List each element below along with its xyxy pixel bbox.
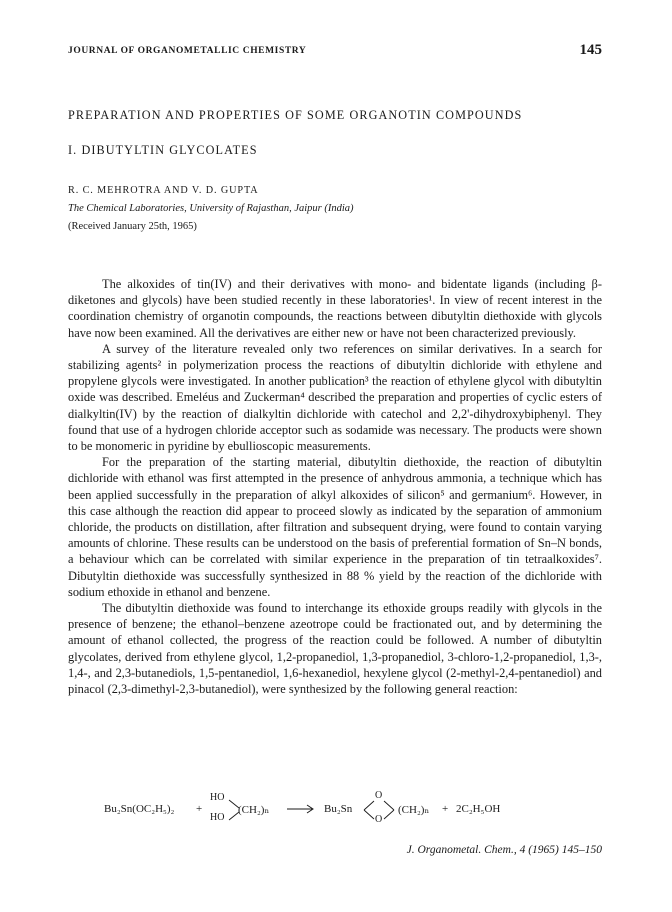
hydroxyl-bottom: HO — [210, 812, 225, 823]
page-number: 145 — [579, 42, 602, 58]
article-body — [68, 276, 602, 697]
glycol-chain-left: (CH₂)ₙ — [238, 804, 270, 816]
running-header — [68, 42, 602, 66]
plus-sign: + — [196, 803, 203, 815]
hydroxyl-top: HO — [210, 792, 225, 803]
product-ethanol: 2C₂H₅OH — [456, 803, 501, 815]
affiliation: The Chemical Laboratories, University of Rajasthan, Jaipur (India) — [68, 203, 354, 214]
ring-oxygen-top: O — [375, 790, 383, 801]
glycol-bond-lines — [228, 794, 242, 826]
glycol-chain-right: (CH₂)ₙ — [398, 804, 430, 816]
paragraph-4: The dibutyltin diethoxide was found to interchange its ethoxide groups readily with glycols in the presence of benzene; the ethanol–benzene azeotrope could be fractionated out, and by determining the amount of ethanol collected, the progress of the reaction could be followed. A number of dibutyltin glycolates, derived from ethylene glycol, 1,2-propanediol, 1,3-propanediol, 3-chloro-1,2-propanediol, 1,3-, 1,4-, and 2,3-butanediols, 1,5-pentanediol, 1,6-hexanediol, hexylene glycol (2-methyl-2,4-pentanediol) and pinacol (2,3-dimethyl-2,3-butanediol), were synthesized by the following general reaction: — [68, 601, 602, 697]
product-bu2sn: Bu₂Sn — [324, 803, 353, 815]
article-subtitle: I. DIBUTYLTIN GLYCOLATES — [68, 143, 258, 157]
plus-sign-2: + — [442, 803, 449, 815]
reactant-dibutyltin-diethoxide: Bu₂Sn(OC₂H₅)₂ — [104, 803, 175, 815]
reaction-arrow — [286, 803, 316, 815]
paragraph-1: The alkoxides of tin(IV) and their derivatives with mono- and bidentate ligands (including β-diketones and glycols) have been studied recently in these laboratories¹. In view of recent interest in the coordination chemistry of organotin compounds, the reactions between dibutyltin diethoxide with glycols have now been examined. All the derivatives are either new or have not been characterized previously. — [68, 277, 602, 340]
reaction-equation — [104, 790, 574, 830]
paragraph-2: A survey of the literature revealed only two references on similar derivatives. In a search for stabilizing agents² in polymerization process the reactions of dibutyltin dichloride with ethylene and propylene glycols were investigated. In another publication³ the reaction of ethylene glycol with dibutyltin oxide was described. Emeléus and Zuckerman⁴ described the preparation and properties of cyclic esters of dialkyltin(IV) by the reaction of dialkyltin dichloride with catechol and 2,2'-dihydroxybiphenyl. They found that use of a hydrogen chloride acceptor such as sodamide was necessary. The products were shown to be monomeric in pyridine by ebullioscopic measurements. — [68, 341, 602, 454]
ring-oxygen-bottom: O — [375, 814, 383, 825]
received-date: (Received January 25th, 1965) — [68, 221, 197, 232]
article-title: PREPARATION AND PROPERTIES OF SOME ORGANOTIN COMPOUNDS — [68, 108, 523, 122]
journal-citation: J. Organometal. Chem., 4 (1965) 145–150 — [406, 844, 602, 856]
paragraph-3: For the preparation of the starting material, dibutyltin diethoxide, the reaction of dibutyltin dichloride with ethanol was first attempted in the presence of anhydrous ammonia, a technique which has been applied successfully in the preparation of alkyl alkoxides of silicon⁵ and germanium⁶. However, in this case although the reaction did appear to proceed slowly as indicated by the separation of ammonium chloride, the products on distillation, after filtration and subsequent drying, were found to contain varying amounts of chlorine. These results can be understood on the basis of preferential formation of Sn–N bonds, a behaviour which can be correlated with similar experience in the preparation of tin tetraalkoxides⁷. Dibutyltin diethoxide was successfully synthesized in 88 % yield by the reaction of the dichloride with sodium ethoxide in ethanol and benzene. — [68, 455, 602, 599]
journal-name: JOURNAL OF ORGANOMETALLIC CHEMISTRY — [68, 46, 307, 56]
author-list: R. C. MEHROTRA AND V. D. GUPTA — [68, 185, 259, 196]
